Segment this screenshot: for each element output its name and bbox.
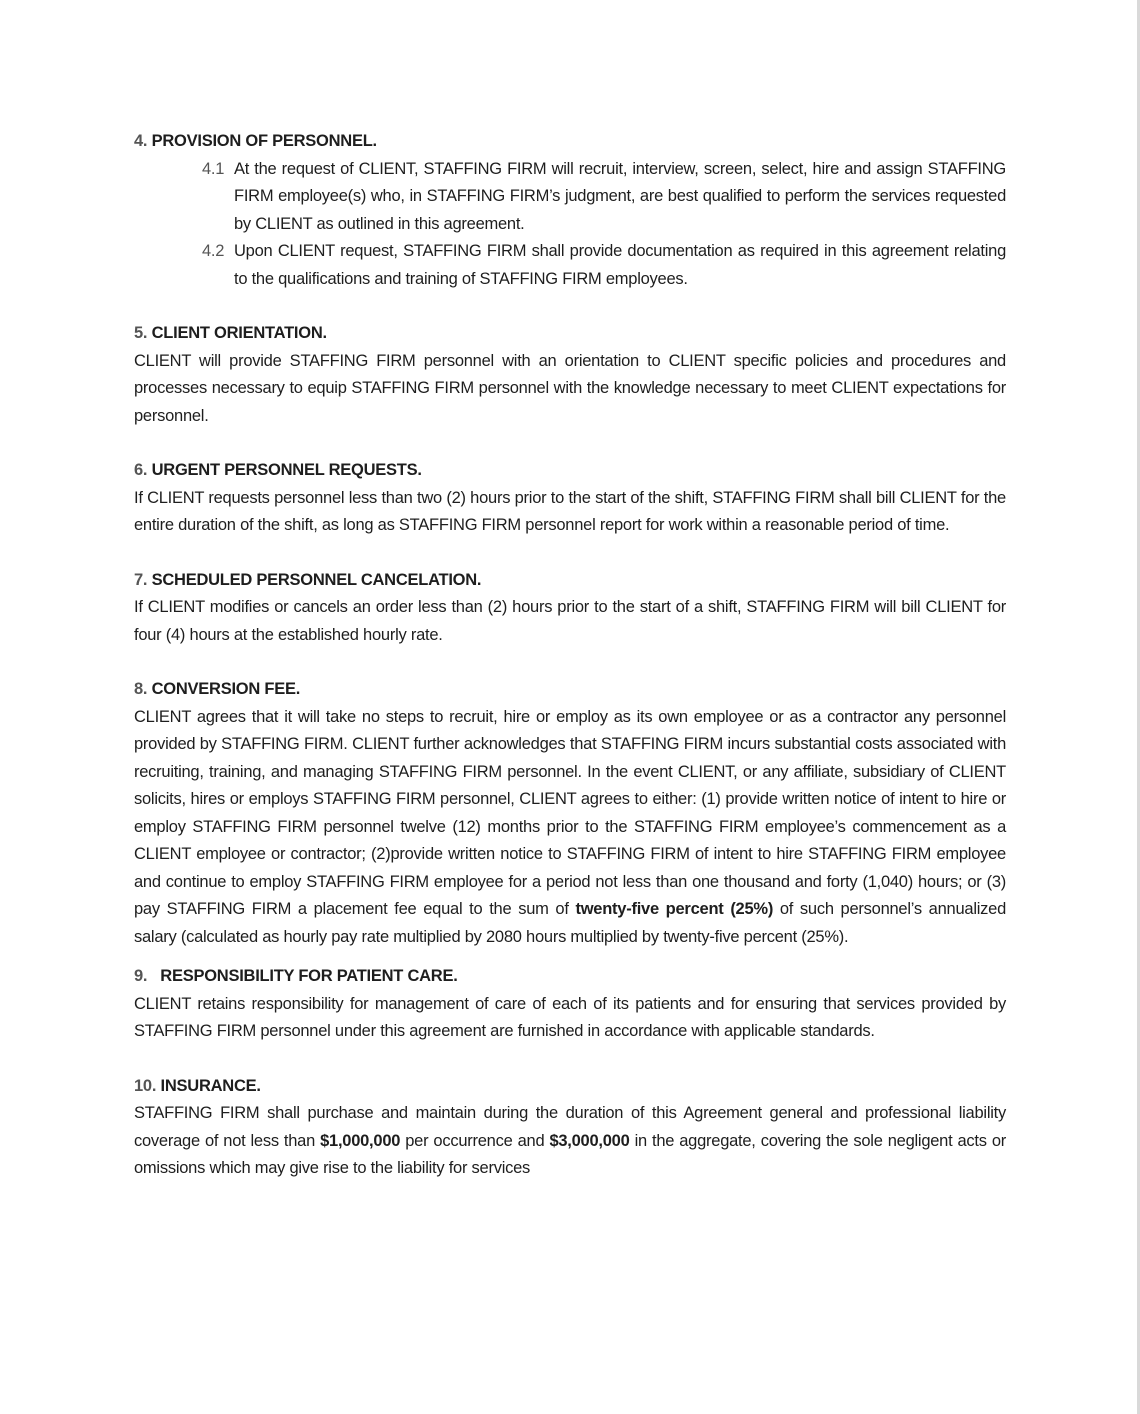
section-body: If CLIENT modifies or cancels an order less than (2) hours prior to the start of a shift, STAFFING FIRM will bill CLIENT for four (4) hours at the established hourly rate. [134, 598, 1006, 644]
section-8 [134, 676, 1006, 951]
section-heading [134, 128, 1006, 156]
section-body: CLIENT retains responsibility for management of care of each of its patients and for ensuring that services provided by STAFFING FIRM personnel under this agreement are furnished in accordance with applicable standards. [134, 994, 1006, 1040]
section-number: 10. [134, 1076, 157, 1095]
section-title: RESPONSIBILITY FOR PATIENT CARE. [160, 967, 458, 985]
subsection-number: 4.2 [202, 242, 225, 260]
body-text: per occurrence and [400, 1131, 550, 1150]
section-6 [134, 457, 1006, 540]
section-9 [134, 963, 1006, 1046]
section-number: 5. [134, 324, 148, 342]
bold-term: twenty-five percent (25%) [575, 900, 774, 918]
section-number: 8. [134, 680, 148, 698]
section-heading [134, 963, 1006, 991]
section-7 [134, 567, 1006, 650]
section-body [134, 704, 1006, 952]
section-heading [134, 320, 1006, 348]
section-number: 6. [134, 461, 148, 479]
section-number: 4. [134, 132, 148, 150]
section-number: 9. [134, 967, 148, 985]
body-text: STAFFING FIRM shall purchase and maintain during the duration of this Agreement general and professional liability coverage of not less than [134, 1104, 1006, 1150]
coverage-amount: $3,000,000 [549, 1131, 630, 1150]
section-title: URGENT PERSONNEL REQUESTS. [151, 461, 422, 479]
section-body [134, 1100, 1006, 1183]
section-10 [134, 1073, 1006, 1183]
subsection-4-2 [202, 238, 1006, 293]
section-heading [134, 457, 1006, 485]
subsection-text: Upon CLIENT request, STAFFING FIRM shall provide documentation as required in this agreement relating to the qualifications and training of STAFFING FIRM employees. [234, 242, 1006, 288]
section-title: CLIENT ORIENTATION. [151, 324, 327, 342]
section-heading [134, 567, 1006, 595]
document-body [134, 128, 1006, 1183]
section-title: CONVERSION FEE. [151, 680, 301, 698]
body-text: in the aggregate, covering the sole negligent acts or omissions which may give rise to the liability for services [134, 1131, 1006, 1177]
subsection-text: At the request of CLIENT, STAFFING FIRM will recruit, interview, screen, select, hire and assign STAFFING FIRM employee(s) who, in STAFFING FIRM’s judgment, are best qualified to perform the services requested by CLIENT as outlined in this agreement. [234, 159, 1006, 233]
section-title: INSURANCE. [160, 1076, 261, 1095]
section-body: If CLIENT requests personnel less than two (2) hours prior to the start of the shift, STAFFING FIRM shall bill CLIENT for the entire duration of the shift, as long as STAFFING FIRM personnel report for work within a reasonable period of time. [134, 488, 1006, 534]
body-text: CLIENT agrees that it will take no steps to recruit, hire or employ as its own employee or as a contractor any personnel provided by STAFFING FIRM. CLIENT further acknowledges that STAFFING FIRM incurs substantial costs associated with recruiting, training, and managing STAFFING FIRM personnel. In the event CLIENT, or any affiliate, subsidiary of CLIENT solicits, hires or employs STAFFING FIRM personnel, CLIENT agrees to either: (1) provide written notice of intent to hire or employ STAFFING FIRM personnel twelve (12) months prior to the STAFFING FIRM employee’s commencement as a CLIENT employee or contractor; (2)provide written notice to STAFFING FIRM of intent to hire STAFFING FIRM employee and continue to employ STAFFING FIRM employee for a period not less than one thousand and forty (1,040) hours; or (3) pay STAFFING FIRM a placement fee equal to the sum of [134, 707, 1006, 918]
body-text: of such personnel’s annualized salary (calculated as hourly pay rate multiplied by 2080 hours multiplied by twenty-five percent (25%). [134, 900, 1006, 946]
subsection-4-1 [202, 156, 1006, 239]
section-4 [134, 128, 1006, 293]
section-body: CLIENT will provide STAFFING FIRM personnel with an orientation to CLIENT specific policies and procedures and processes necessary to equip STAFFING FIRM personnel with the knowledge necessary to meet CLIENT expectations for personnel. [134, 351, 1006, 425]
section-heading [134, 1073, 1006, 1101]
section-number: 7. [134, 570, 148, 589]
coverage-amount: $1,000,000 [320, 1131, 401, 1150]
subsection-number: 4.1 [202, 159, 225, 178]
section-5 [134, 320, 1006, 430]
section-title: PROVISION OF PERSONNEL. [151, 132, 377, 150]
section-title: SCHEDULED PERSONNEL CANCELATION. [151, 570, 482, 589]
section-heading [134, 676, 1006, 704]
